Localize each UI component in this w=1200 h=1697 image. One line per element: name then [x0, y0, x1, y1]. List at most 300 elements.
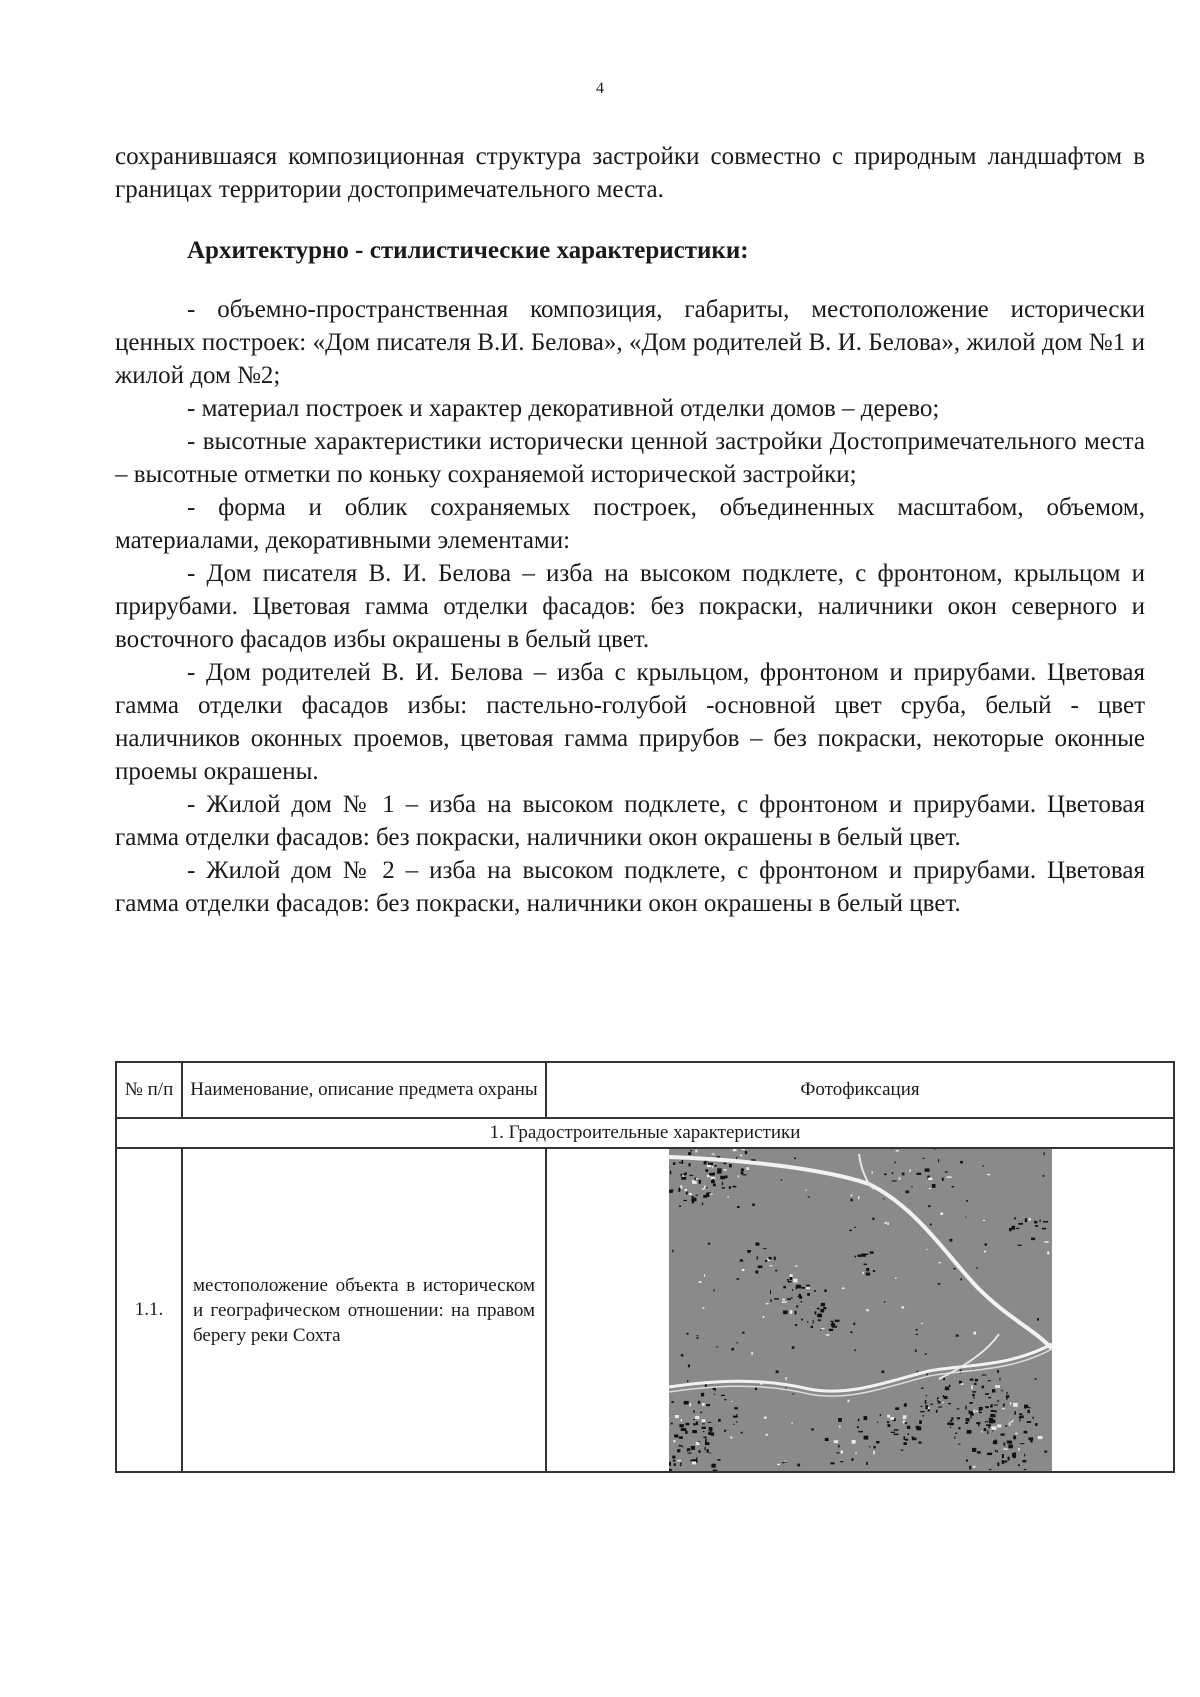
map-speck — [866, 1462, 868, 1465]
map-speck — [786, 1279, 788, 1281]
map-speck — [706, 1170, 707, 1173]
map-speck — [783, 1311, 788, 1315]
map-speck — [1012, 1419, 1013, 1421]
map-speck — [702, 1188, 705, 1190]
map-speck — [701, 1419, 705, 1422]
map-speck — [922, 1415, 924, 1416]
map-speck — [981, 1431, 982, 1433]
row-description: местоположение объекта в историческом и географическом отношении: на правом берегу реки Сохта — [182, 1148, 546, 1472]
map-speck — [1034, 1378, 1036, 1380]
map-speck — [838, 1426, 840, 1428]
map-speck — [969, 1379, 973, 1381]
map-speck — [736, 1342, 737, 1344]
map-speck — [711, 1433, 714, 1436]
map-speck — [851, 1440, 855, 1444]
map-speck — [688, 1163, 690, 1166]
map-speck — [705, 1439, 707, 1443]
map-speck — [720, 1395, 724, 1396]
map-speck — [982, 1220, 984, 1221]
map-speck — [797, 1464, 800, 1467]
map-speck — [1042, 1175, 1044, 1177]
map-speck — [754, 1387, 756, 1390]
map-speck — [965, 1422, 968, 1424]
map-speck — [949, 1423, 953, 1426]
map-speck — [816, 1308, 819, 1310]
map-speck — [755, 1243, 759, 1246]
map-speck — [924, 1400, 926, 1403]
map-speck — [850, 1195, 852, 1197]
map-speck — [695, 1422, 697, 1425]
map-speck — [954, 1436, 955, 1438]
map-speck — [703, 1431, 704, 1432]
map-speck — [706, 1449, 708, 1453]
map-speck — [1017, 1245, 1021, 1246]
map-speck — [707, 1243, 710, 1245]
map-speck — [1032, 1417, 1033, 1419]
map-speck — [925, 1403, 926, 1404]
map-speck — [994, 1405, 997, 1406]
map-speck — [940, 1213, 943, 1215]
map-speck — [737, 1175, 739, 1177]
map-speck — [902, 1415, 906, 1419]
map-speck — [695, 1178, 697, 1180]
map-speck — [716, 1156, 720, 1157]
map-speck — [824, 1289, 827, 1292]
map-speck — [924, 1168, 929, 1171]
map-speck — [680, 1419, 681, 1421]
map-speck — [740, 1171, 743, 1174]
map-speck — [838, 1446, 840, 1447]
map-speck — [825, 1334, 829, 1336]
map-speck — [687, 1364, 689, 1367]
map-speck — [895, 1278, 897, 1279]
map-speck — [982, 1165, 984, 1166]
map-speck — [678, 1445, 681, 1446]
map-speck — [746, 1167, 749, 1170]
paragraph-4: - форма и облик сохраняемых построек, объединенных масштабом, объемом, материалами, декоративными элементами: — [115, 494, 1145, 554]
map-speck — [795, 1305, 797, 1307]
map-speck — [805, 1287, 809, 1289]
map-speck — [990, 1420, 995, 1424]
map-speck — [990, 1406, 991, 1408]
map-speck — [709, 1173, 714, 1176]
map-speck — [792, 1393, 794, 1394]
map-speck — [672, 1456, 675, 1459]
map-speck — [1026, 1421, 1030, 1423]
map-speck — [976, 1422, 980, 1424]
map-speck — [903, 1436, 904, 1440]
map-speck — [881, 1371, 884, 1374]
map-speck — [752, 1204, 755, 1207]
map-speck — [1005, 1425, 1007, 1426]
map-speck — [942, 1402, 943, 1403]
map-speck — [869, 1251, 873, 1253]
map-speck — [1010, 1402, 1011, 1405]
map-speck — [756, 1256, 758, 1259]
map-speck — [689, 1403, 691, 1406]
map-speck — [903, 1442, 906, 1445]
map-speck — [921, 1388, 924, 1389]
map-speck — [862, 1272, 864, 1274]
map-speck — [701, 1203, 702, 1206]
map-speck — [938, 1159, 939, 1162]
map-speck — [731, 1348, 734, 1351]
map-speck — [740, 1168, 743, 1171]
map-speck — [992, 1415, 995, 1418]
header-photo: Фотофиксация — [546, 1062, 1174, 1118]
map-speck — [929, 1224, 931, 1226]
map-speck — [1041, 1228, 1045, 1230]
map-speck — [916, 1371, 918, 1372]
map-speck — [921, 1323, 923, 1324]
map-speck — [938, 1262, 941, 1263]
map-speck — [755, 1271, 758, 1274]
map-speck — [683, 1174, 686, 1176]
map-speck — [965, 1217, 966, 1218]
map-speck — [838, 1418, 842, 1422]
map-speck — [953, 1268, 955, 1270]
header-num: № п/п — [116, 1062, 182, 1118]
map-speck — [817, 1319, 820, 1321]
map-speck — [741, 1269, 744, 1271]
map-speck — [673, 1440, 675, 1442]
map-speck — [1000, 1434, 1004, 1436]
map-speck — [791, 1297, 792, 1299]
map-speck — [690, 1150, 692, 1152]
map-speck — [906, 1426, 910, 1429]
map-speck — [781, 1301, 786, 1303]
map-speck — [890, 1432, 894, 1433]
map-speck — [918, 1441, 921, 1443]
map-speck — [876, 1422, 877, 1424]
map-speck — [757, 1266, 762, 1269]
map-speck — [935, 1410, 937, 1413]
map-speck — [1003, 1443, 1005, 1446]
map-speck — [1043, 1152, 1044, 1155]
map-speck — [709, 1452, 710, 1454]
map-speck — [919, 1420, 922, 1424]
map-speck — [775, 1270, 777, 1272]
map-speck — [1011, 1453, 1015, 1457]
map-speck — [872, 1218, 874, 1221]
map-speck — [863, 1254, 867, 1255]
map-speck — [764, 1260, 767, 1262]
map-speck — [785, 1387, 786, 1388]
map-speck — [740, 1432, 742, 1434]
header-name: Наименование, описание предмета охраны — [182, 1062, 546, 1118]
map-speck — [907, 1433, 909, 1435]
map-speck — [926, 1373, 927, 1376]
map-speck — [736, 1421, 737, 1423]
map-speck — [669, 1469, 672, 1471]
map-speck — [937, 1283, 940, 1285]
map-speck — [736, 1414, 737, 1415]
map-speck — [1013, 1436, 1016, 1440]
map-speck — [792, 1289, 793, 1291]
map-speck — [1015, 1433, 1017, 1435]
document-body — [115, 140, 1145, 920]
map-speck — [916, 1173, 921, 1175]
map-speck — [1047, 1252, 1049, 1255]
map-speck — [727, 1196, 729, 1197]
map-speck — [960, 1278, 962, 1280]
map-speck — [794, 1265, 797, 1266]
intro-paragraph: сохранившаяся композиционная структура застройки совместно с природным ландшафтом в границах территории достопримечательного места. — [115, 143, 1145, 203]
map-speck — [984, 1393, 988, 1395]
map-speck — [744, 1151, 746, 1154]
map-speck — [891, 1180, 896, 1181]
map-speck — [981, 1375, 986, 1376]
page-number: 4 — [596, 80, 604, 97]
map-speck — [806, 1285, 810, 1287]
map-speck — [775, 1370, 778, 1373]
map-speck — [1018, 1417, 1021, 1418]
map-speck — [711, 1154, 714, 1155]
map-speck — [858, 1431, 863, 1433]
map-speck — [1003, 1448, 1008, 1449]
map-speck — [893, 1434, 898, 1436]
map-speck — [958, 1444, 960, 1445]
map-speck — [1024, 1218, 1026, 1222]
map-speck — [931, 1184, 935, 1188]
map-speck — [698, 1281, 701, 1283]
aerial-map-photo — [669, 1149, 1052, 1471]
map-speck — [1023, 1469, 1025, 1470]
map-speck — [784, 1461, 786, 1462]
map-speck — [876, 1441, 880, 1443]
map-speck — [687, 1380, 688, 1382]
map-speck — [770, 1299, 771, 1302]
map-speck — [798, 1294, 801, 1296]
map-speck — [916, 1427, 921, 1431]
map-speck — [702, 1403, 705, 1406]
map-speck — [997, 1370, 999, 1373]
map-speck — [739, 1259, 742, 1261]
map-speck — [708, 1432, 711, 1435]
map-speck — [884, 1301, 885, 1303]
map-speck — [692, 1198, 697, 1202]
map-speck — [717, 1171, 721, 1173]
paragraph-7: - Жилой дом № 1 – изба на высоком подклете, с фронтоном и прирубами. Цветовая гамма отделки фасадов: без покраски, наличники окон окрашены в белый цвет. — [115, 791, 1145, 851]
map-speck — [994, 1410, 996, 1412]
map-speck — [851, 1458, 853, 1461]
map-speck — [707, 1422, 710, 1423]
map-speck — [789, 1277, 792, 1280]
map-speck — [944, 1387, 949, 1391]
map-speck — [901, 1306, 904, 1308]
map-speck — [693, 1423, 696, 1425]
map-speck — [693, 1419, 695, 1420]
map-speck — [914, 1350, 916, 1353]
map-speck — [692, 1430, 697, 1433]
map-speck — [1035, 1225, 1038, 1227]
map-speck — [937, 1401, 940, 1403]
map-speck — [700, 1393, 703, 1397]
map-speck — [679, 1464, 681, 1466]
map-speck — [858, 1196, 859, 1199]
map-speck — [701, 1427, 705, 1429]
map-speck — [863, 1436, 868, 1440]
map-speck — [869, 1446, 870, 1447]
map-speck — [704, 1274, 705, 1277]
map-speck — [854, 1256, 855, 1258]
map-speck — [717, 1459, 720, 1461]
map-speck — [677, 1460, 681, 1462]
map-speck — [678, 1188, 680, 1192]
map-speck — [883, 1198, 884, 1199]
map-speck — [969, 1466, 971, 1470]
map-speck — [891, 1172, 893, 1174]
map-speck — [820, 1309, 824, 1313]
map-speck — [862, 1253, 863, 1254]
map-speck — [742, 1332, 745, 1334]
map-speck — [770, 1290, 771, 1294]
map-speck — [762, 1316, 764, 1318]
map-speck — [696, 1337, 698, 1339]
map-speck — [732, 1149, 736, 1151]
map-speck — [706, 1193, 709, 1197]
map-speck — [814, 1311, 816, 1314]
map-speck — [968, 1411, 972, 1414]
section-title: 1. Градостроительные характеристики — [116, 1118, 1174, 1148]
map-speck — [905, 1439, 908, 1441]
map-speck — [856, 1426, 858, 1428]
map-speck — [716, 1346, 718, 1347]
map-speck — [1018, 1448, 1020, 1451]
map-speck — [689, 1175, 693, 1176]
map-speck — [955, 1335, 958, 1337]
map-speck — [978, 1407, 982, 1411]
map-speck — [911, 1438, 916, 1441]
map-speck — [956, 1417, 959, 1419]
map-speck — [915, 1329, 917, 1331]
map-speck — [704, 1442, 709, 1445]
map-speck — [928, 1178, 932, 1181]
map-speck — [938, 1407, 942, 1408]
map-speck — [687, 1453, 691, 1454]
map-speck — [966, 1430, 971, 1433]
map-speck — [995, 1385, 1000, 1388]
map-speck — [1044, 1451, 1047, 1453]
map-speck — [800, 1301, 802, 1302]
map-speck — [669, 1190, 673, 1193]
map-speck — [841, 1288, 844, 1290]
map-speck — [971, 1386, 973, 1389]
map-speck — [948, 1403, 951, 1404]
map-speck — [784, 1462, 786, 1463]
map-speck — [741, 1149, 744, 1150]
map-speck — [769, 1265, 772, 1266]
map-speck — [789, 1310, 792, 1314]
map-speck — [728, 1186, 730, 1189]
map-speck — [873, 1446, 875, 1449]
map-speck — [704, 1186, 706, 1188]
map-speck — [1013, 1403, 1018, 1407]
map-speck — [884, 1222, 886, 1224]
map-speck — [949, 1420, 951, 1422]
map-speck — [683, 1401, 688, 1405]
map-speck — [987, 1431, 988, 1435]
paragraph-8: - Жилой дом № 2 – изба на высоком подклете, с фронтоном и прирубами. Цветовая гамма отделки фасадов: без покраски, наличники окон окрашены в белый цвет. — [115, 857, 1145, 917]
map-speck — [988, 1425, 990, 1428]
map-speck — [679, 1162, 681, 1163]
map-speck — [683, 1200, 687, 1201]
map-speck — [955, 1433, 957, 1434]
map-speck — [1008, 1422, 1010, 1425]
map-speck — [783, 1286, 786, 1289]
map-speck — [854, 1227, 856, 1228]
section-heading: Архитектурно - стилистические характеристики: — [187, 237, 749, 264]
map-speck — [863, 1264, 866, 1265]
map-speck — [721, 1187, 724, 1188]
map-speck — [1035, 1423, 1038, 1426]
map-speck — [983, 1428, 986, 1431]
map-speck — [1024, 1454, 1025, 1457]
map-speck — [675, 1415, 679, 1418]
map-speck — [751, 1352, 753, 1355]
map-speck — [680, 1428, 685, 1430]
map-speck — [1011, 1226, 1015, 1230]
map-speck — [1043, 1221, 1048, 1222]
map-speck — [713, 1394, 715, 1395]
map-speck — [1008, 1444, 1013, 1448]
map-speck — [791, 1346, 794, 1349]
map-speck — [700, 1412, 702, 1414]
map-speck — [709, 1428, 712, 1432]
map-speck — [965, 1418, 969, 1422]
map-speck — [984, 1251, 986, 1253]
map-speck — [730, 1437, 732, 1439]
map-speck — [985, 1406, 989, 1408]
map-speck — [763, 1417, 766, 1419]
map-speck — [734, 1407, 738, 1409]
map-speck — [765, 1434, 767, 1436]
map-speck — [920, 1411, 924, 1412]
map-speck — [686, 1333, 688, 1335]
map-speck — [717, 1168, 721, 1171]
map-speck — [797, 1296, 801, 1297]
map-speck — [970, 1416, 971, 1418]
map-speck — [688, 1193, 691, 1195]
map-speck — [905, 1191, 909, 1194]
map-speck — [795, 1324, 797, 1326]
map-speck — [733, 1424, 734, 1425]
map-speck — [794, 1158, 796, 1160]
map-speck — [702, 1307, 704, 1309]
table-section-row — [116, 1118, 1174, 1148]
map-speck — [687, 1448, 690, 1451]
map-speck — [713, 1173, 715, 1176]
map-speck — [711, 1464, 715, 1468]
map-speck — [765, 1303, 768, 1304]
map-speck — [930, 1404, 933, 1405]
map-speck — [1030, 1440, 1033, 1443]
map-speck — [1028, 1407, 1030, 1408]
map-speck — [834, 1320, 839, 1322]
map-speck — [978, 1412, 981, 1413]
map-speck — [857, 1419, 858, 1422]
map-speck — [1019, 1413, 1022, 1415]
map-speck — [1024, 1408, 1025, 1409]
map-speck — [976, 1410, 978, 1412]
map-speck — [773, 1257, 775, 1261]
map-speck — [1024, 1405, 1028, 1408]
map-speck — [1007, 1441, 1012, 1444]
map-speck — [828, 1329, 832, 1331]
map-speck — [866, 1268, 869, 1271]
map-speck — [984, 1421, 987, 1422]
map-speck — [926, 1249, 927, 1250]
